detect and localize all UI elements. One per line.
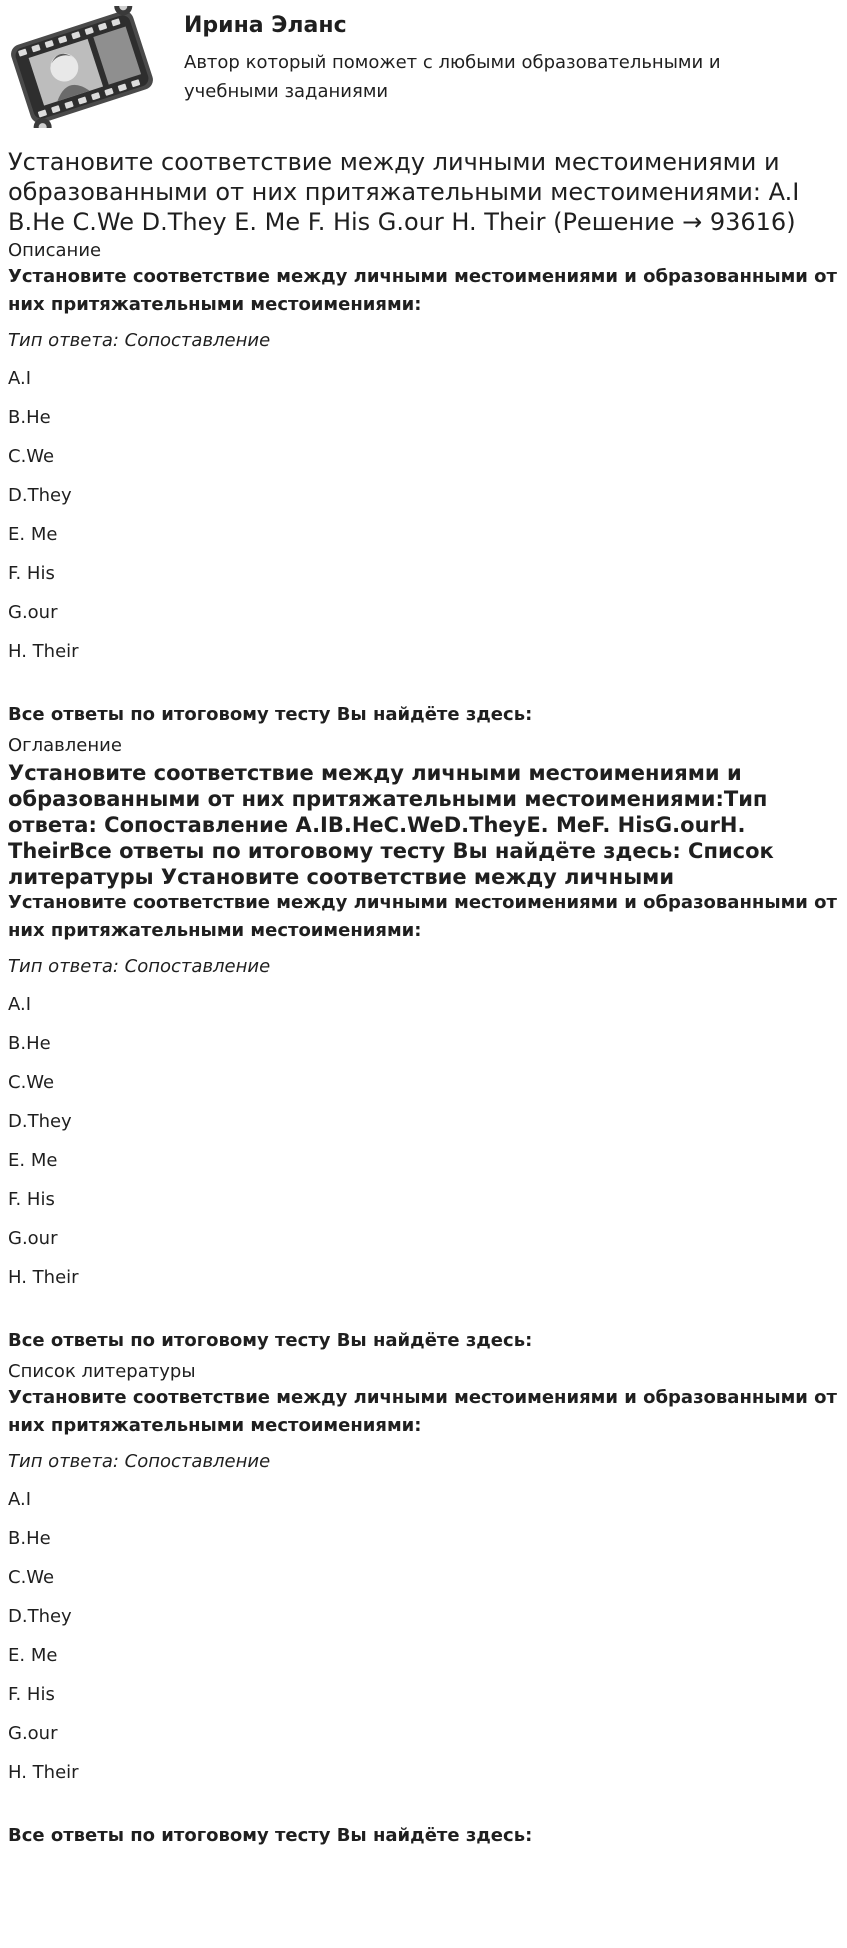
author-avatar[interactable] bbox=[8, 6, 156, 128]
option-item: G.our bbox=[8, 1723, 58, 1744]
option-item: F. His bbox=[8, 1189, 55, 1210]
option-item: E. Me bbox=[8, 1645, 58, 1666]
option-item: H. Their bbox=[8, 1762, 79, 1783]
option-item: D.They bbox=[8, 1111, 72, 1132]
option-item: B.He bbox=[8, 1528, 51, 1549]
section-label-literature: Список литературы bbox=[8, 1361, 196, 1382]
toc-section bbox=[8, 734, 838, 1354]
author-header bbox=[8, 0, 838, 130]
toc-text: Установите соответствие между личными местоимениями и образованными от них притяжательными местоимениями:Тип ответа: Сопоставление A.IB.HeC.WeD.TheyE. MeF. HisG.ourH. TheirВсе ответы по итоговому тесту Вы найдёте здесь: Список литературы Установите соответствие между личными bbox=[8, 761, 774, 889]
option-item: H. Their bbox=[8, 641, 79, 662]
option-item: G.our bbox=[8, 1228, 58, 1249]
option-item: D.They bbox=[8, 485, 72, 506]
answer-type: Тип ответа: Сопоставление bbox=[8, 330, 271, 351]
all-answers-note: Все ответы по итоговому тесту Вы найдёте здесь: bbox=[8, 1330, 533, 1351]
option-item: G.our bbox=[8, 602, 58, 623]
answer-type: Тип ответа: Сопоставление bbox=[8, 956, 271, 977]
option-item: F. His bbox=[8, 563, 55, 584]
option-item: B.He bbox=[8, 1033, 51, 1054]
all-answers-note: Все ответы по итоговому тесту Вы найдёте здесь: bbox=[8, 704, 533, 725]
options-list bbox=[8, 366, 838, 678]
question-lead: Установите соответствие между личными местоимениями и образованными от них притяжательными местоимениями: bbox=[8, 892, 837, 941]
question-lead: Установите соответствие между личными местоимениями и образованными от них притяжательными местоимениями: bbox=[8, 266, 837, 315]
option-item: C.We bbox=[8, 446, 55, 467]
option-item: B.He bbox=[8, 407, 51, 428]
description-section bbox=[8, 239, 838, 728]
option-item: F. His bbox=[8, 1684, 55, 1705]
author-name[interactable]: Ирина Эланс bbox=[184, 13, 347, 38]
option-item: H. Their bbox=[8, 1267, 79, 1288]
option-item: A.I bbox=[8, 368, 32, 389]
all-answers-note: Все ответы по итоговому тесту Вы найдёте здесь: bbox=[8, 1825, 533, 1846]
page-title: Установите соответствие между личными местоимениями и образованными от них притяжательными местоимениями: A.I B.He C.We D.They E. Me F. His G.our H. Their (Решение → 93616) bbox=[8, 148, 800, 236]
option-item: A.I bbox=[8, 994, 32, 1015]
answer-type: Тип ответа: Сопоставление bbox=[8, 1451, 271, 1472]
option-item: C.We bbox=[8, 1072, 55, 1093]
option-item: C.We bbox=[8, 1567, 55, 1588]
page bbox=[8, 0, 838, 1849]
section-label-description: Описание bbox=[8, 240, 102, 261]
literature-section bbox=[8, 1360, 838, 1849]
author-description: Автор который поможет с любыми образовательными и учебными заданиями bbox=[184, 52, 721, 102]
question-lead: Установите соответствие между личными местоимениями и образованными от них притяжательными местоимениями: bbox=[8, 1387, 837, 1436]
option-item: D.They bbox=[8, 1606, 72, 1627]
options-list bbox=[8, 1487, 838, 1799]
option-item: E. Me bbox=[8, 524, 58, 545]
section-label-toc: Оглавление bbox=[8, 735, 122, 756]
option-item: A.I bbox=[8, 1489, 32, 1510]
options-list bbox=[8, 992, 838, 1304]
option-item: E. Me bbox=[8, 1150, 58, 1171]
